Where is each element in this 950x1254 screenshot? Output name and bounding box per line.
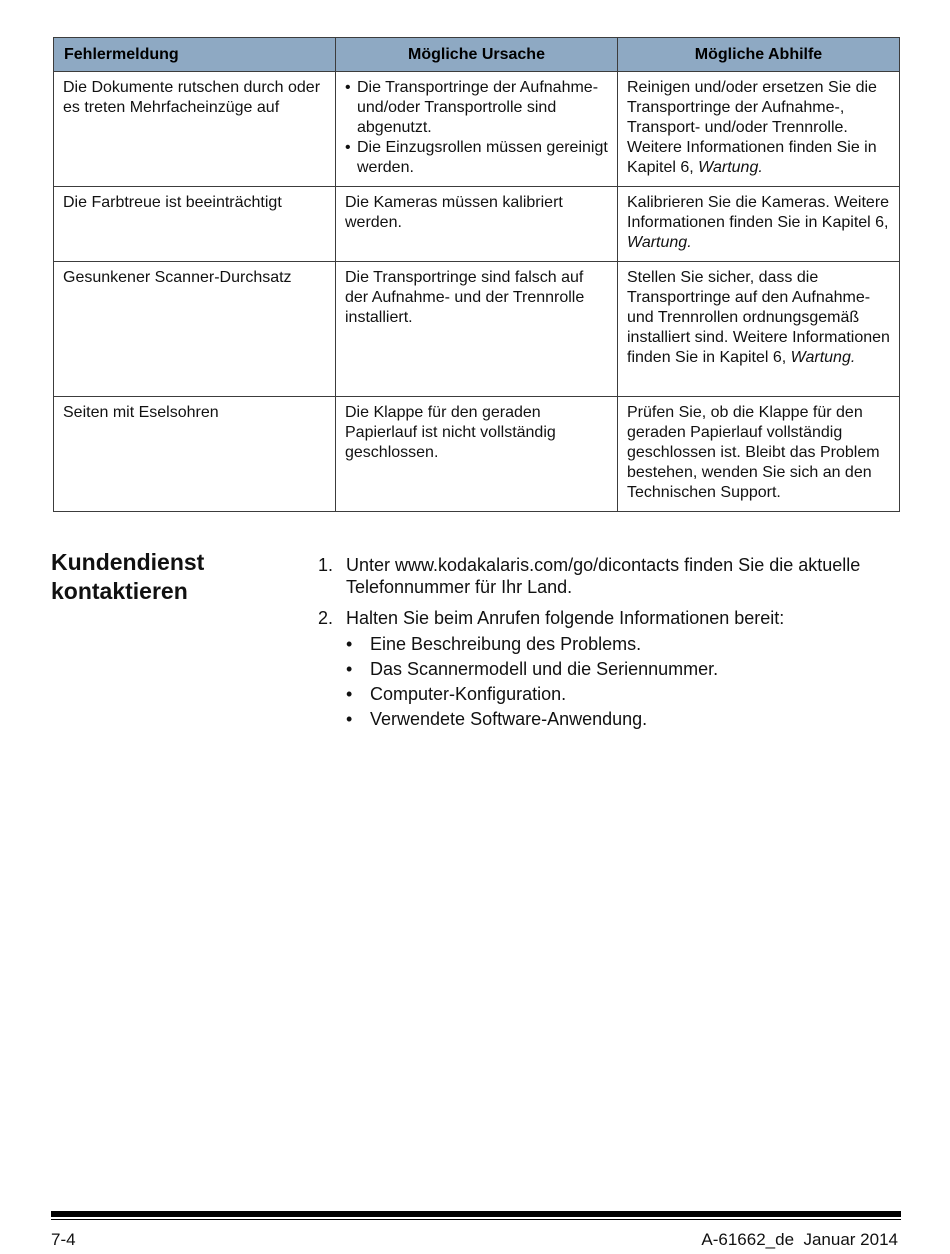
cause-cell: Die Transportringe sind falsch auf der Aufnahme- und der Trennrolle installiert. [336,262,618,397]
column-header-cause: Mögliche Ursache [336,38,618,72]
step-text: Unter www.kodakalaris.com/go/dicontacts finden Sie die aktuelle Telefonnummer für Ihr Land. [346,555,861,597]
column-header-error: Fehlermeldung [54,38,336,72]
remedy-end: . [758,159,763,176]
problem-cell: Die Farbtreue ist beeinträchtigt [54,187,336,262]
cause-list [345,78,608,178]
contact-steps [318,554,898,739]
cause-item: • Die Einzugsrollen müssen gereinigt werden. [345,138,608,178]
document-id: A-61662_de Januar 2014 [701,1230,898,1249]
table-header-row [54,38,900,72]
info-item [346,708,898,730]
table-row [54,397,900,512]
remedy-text: Reinigen und/oder ersetzen Sie die Transportringe der Aufnahme-, Transport- und/oder Trennrolle. Weitere Informationen finden Sie in Kapitel 6, [627,79,877,176]
problem-cell: Gesunkener Scanner-Durchsatz [54,262,336,397]
step-number: 2. [318,608,334,628]
info-item [346,633,898,655]
step-item [318,607,898,730]
table-row [54,262,900,397]
step-number: 1. [318,555,334,575]
info-text: Das Scannermodell und die Seriennummer. [370,659,719,679]
cause-cell [336,72,618,187]
chapter-reference: Wartung [698,159,759,176]
footer-divider-thin [51,1219,901,1220]
page-number: 7-4 [51,1230,76,1249]
column-header-remedy: Mögliche Abhilfe [618,38,900,72]
remedy-cell [618,262,900,397]
step-text: Halten Sie beim Anrufen folgende Informationen bereit: [346,608,785,628]
chapter-reference: Wartung [790,349,851,366]
bullet-icon: • [346,684,353,704]
remedy-end: . [850,349,856,366]
table-row [54,72,900,187]
cause-item: • Die Transportringe der Aufnahme- und/oder Transportrolle sind abgenutzt. [345,78,608,138]
problem-cell: Seiten mit Eselsohren [54,397,336,512]
info-item [346,683,898,705]
bullet-icon: • [346,709,353,729]
problem-cell: Die Dokumente rutschen durch oder es treten Mehrfacheinzüge auf [54,72,336,187]
heading-line: kontaktieren [51,578,188,604]
remedy-cell [618,72,900,187]
chapter-reference: Wartung [627,234,688,251]
bullet-icon: • [346,659,353,679]
info-text: Computer-Konfiguration. [370,684,567,704]
footer-divider [51,1211,901,1217]
info-text: Verwendete Software-Anwendung. [370,709,648,729]
remedy-cell: Prüfen Sie, ob die Klappe für den geraden Papierlauf vollständig geschlossen ist. Bleibt das Problem bestehen, wenden Sie sich an den Technischen Support. [618,397,900,512]
heading-line: Kundendienst [51,549,205,575]
info-text: Eine Beschreibung des Problems. [370,634,642,654]
remedy-end: . [687,234,692,251]
cause-cell: Die Kameras müssen kalibriert werden. [336,187,618,262]
bullet-icon: • [346,634,353,654]
info-item [346,658,898,680]
info-list [346,633,898,730]
cause-cell: Die Klappe für den geraden Papierlauf ist nicht vollständig geschlossen. [336,397,618,512]
remedy-cell [618,187,900,262]
step-item [318,554,898,598]
remedy-text: Stellen Sie sicher, dass die Transportringe auf den Aufnahme- und Trennrollen ordnungsgemäß installiert sind. Weitere Informationen finden Sie in Kapitel 6, [627,269,890,366]
section-heading [51,548,291,606]
table-row [54,187,900,262]
troubleshooting-table [53,37,900,512]
remedy-text: Kalibrieren Sie die Kameras. Weitere Informationen finden Sie in Kapitel 6, [627,194,890,231]
